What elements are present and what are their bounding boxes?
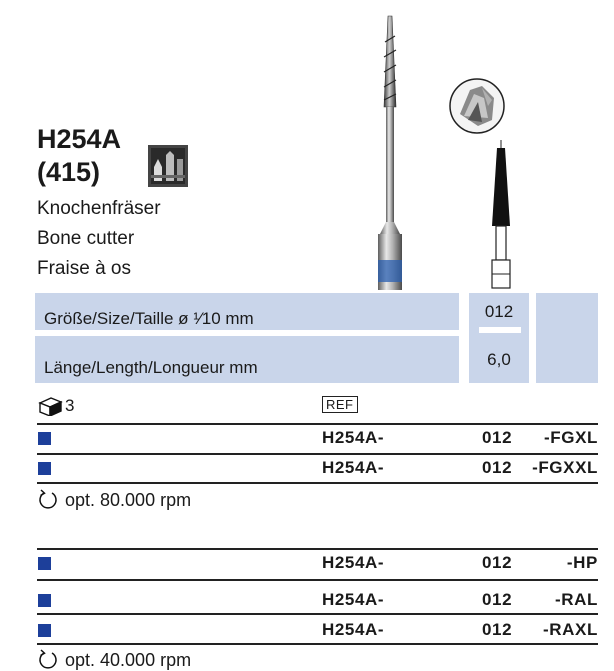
package-box-icon <box>37 396 63 416</box>
table-divider <box>37 613 598 615</box>
ref-size: 012 <box>482 553 513 572</box>
drill-bur-icon <box>360 12 420 292</box>
table-row <box>37 550 598 576</box>
ref-suffix: -RAXL <box>543 620 598 639</box>
ref-code: H254A- <box>322 553 385 572</box>
product-code: H254A <box>37 124 122 154</box>
color-code-marker <box>38 462 51 475</box>
package-quantity-value: 3 <box>65 396 75 415</box>
ref-code: H254A- <box>322 590 385 609</box>
color-code-marker <box>38 624 51 637</box>
ref-label: REF <box>322 396 358 413</box>
speed-value: opt. 80.000 rpm <box>65 490 192 510</box>
description-en: Bone cutter <box>37 228 135 249</box>
ref-code: H254A- <box>322 458 385 477</box>
speed-value: opt. 40.000 rpm <box>65 650 192 670</box>
ref-suffix: -HP <box>566 553 598 572</box>
description-fr: Fraise à os <box>37 258 131 279</box>
ref-size: 012 <box>482 428 513 447</box>
ref-code: H254A- <box>322 620 385 639</box>
size-value: 012 <box>484 302 514 321</box>
color-code-marker <box>38 594 51 607</box>
ref-code: H254A- <box>322 428 385 447</box>
table-row <box>37 455 598 481</box>
ref-suffix: -RAL <box>555 590 598 609</box>
table-divider <box>37 643 598 645</box>
table-divider <box>37 482 598 484</box>
ref-size: 012 <box>482 458 513 477</box>
magnified-blade-icon <box>448 76 508 138</box>
bone-cutter-logo-icon <box>148 145 188 187</box>
product-subcode: (415) <box>37 157 101 187</box>
cutter-tip-icon <box>484 140 518 290</box>
size-column-divider <box>479 327 521 333</box>
table-row <box>37 617 598 643</box>
package-quantity <box>37 395 74 417</box>
description-de: Knochenfräser <box>37 198 161 219</box>
color-code-marker <box>38 432 51 445</box>
rotation-icon <box>37 489 59 511</box>
table-row <box>37 587 598 613</box>
ref-suffix: -FGXL <box>544 428 598 447</box>
size-label: Größe/Size/Taille ø ¹⁄10 mm <box>44 309 254 328</box>
table-row <box>37 425 598 451</box>
color-code-marker <box>38 557 51 570</box>
table-divider <box>37 579 598 581</box>
speed-note <box>37 649 191 671</box>
length-value: 6,0 <box>487 350 511 369</box>
length-label: Länge/Length/Longueur mm <box>44 358 258 377</box>
ref-size: 012 <box>482 620 513 639</box>
rotation-icon <box>37 649 59 671</box>
empty-column <box>536 293 598 383</box>
spec-divider <box>35 330 459 336</box>
ref-suffix: -FGXXL <box>532 458 598 477</box>
speed-note <box>37 489 191 511</box>
ref-size: 012 <box>482 590 513 609</box>
